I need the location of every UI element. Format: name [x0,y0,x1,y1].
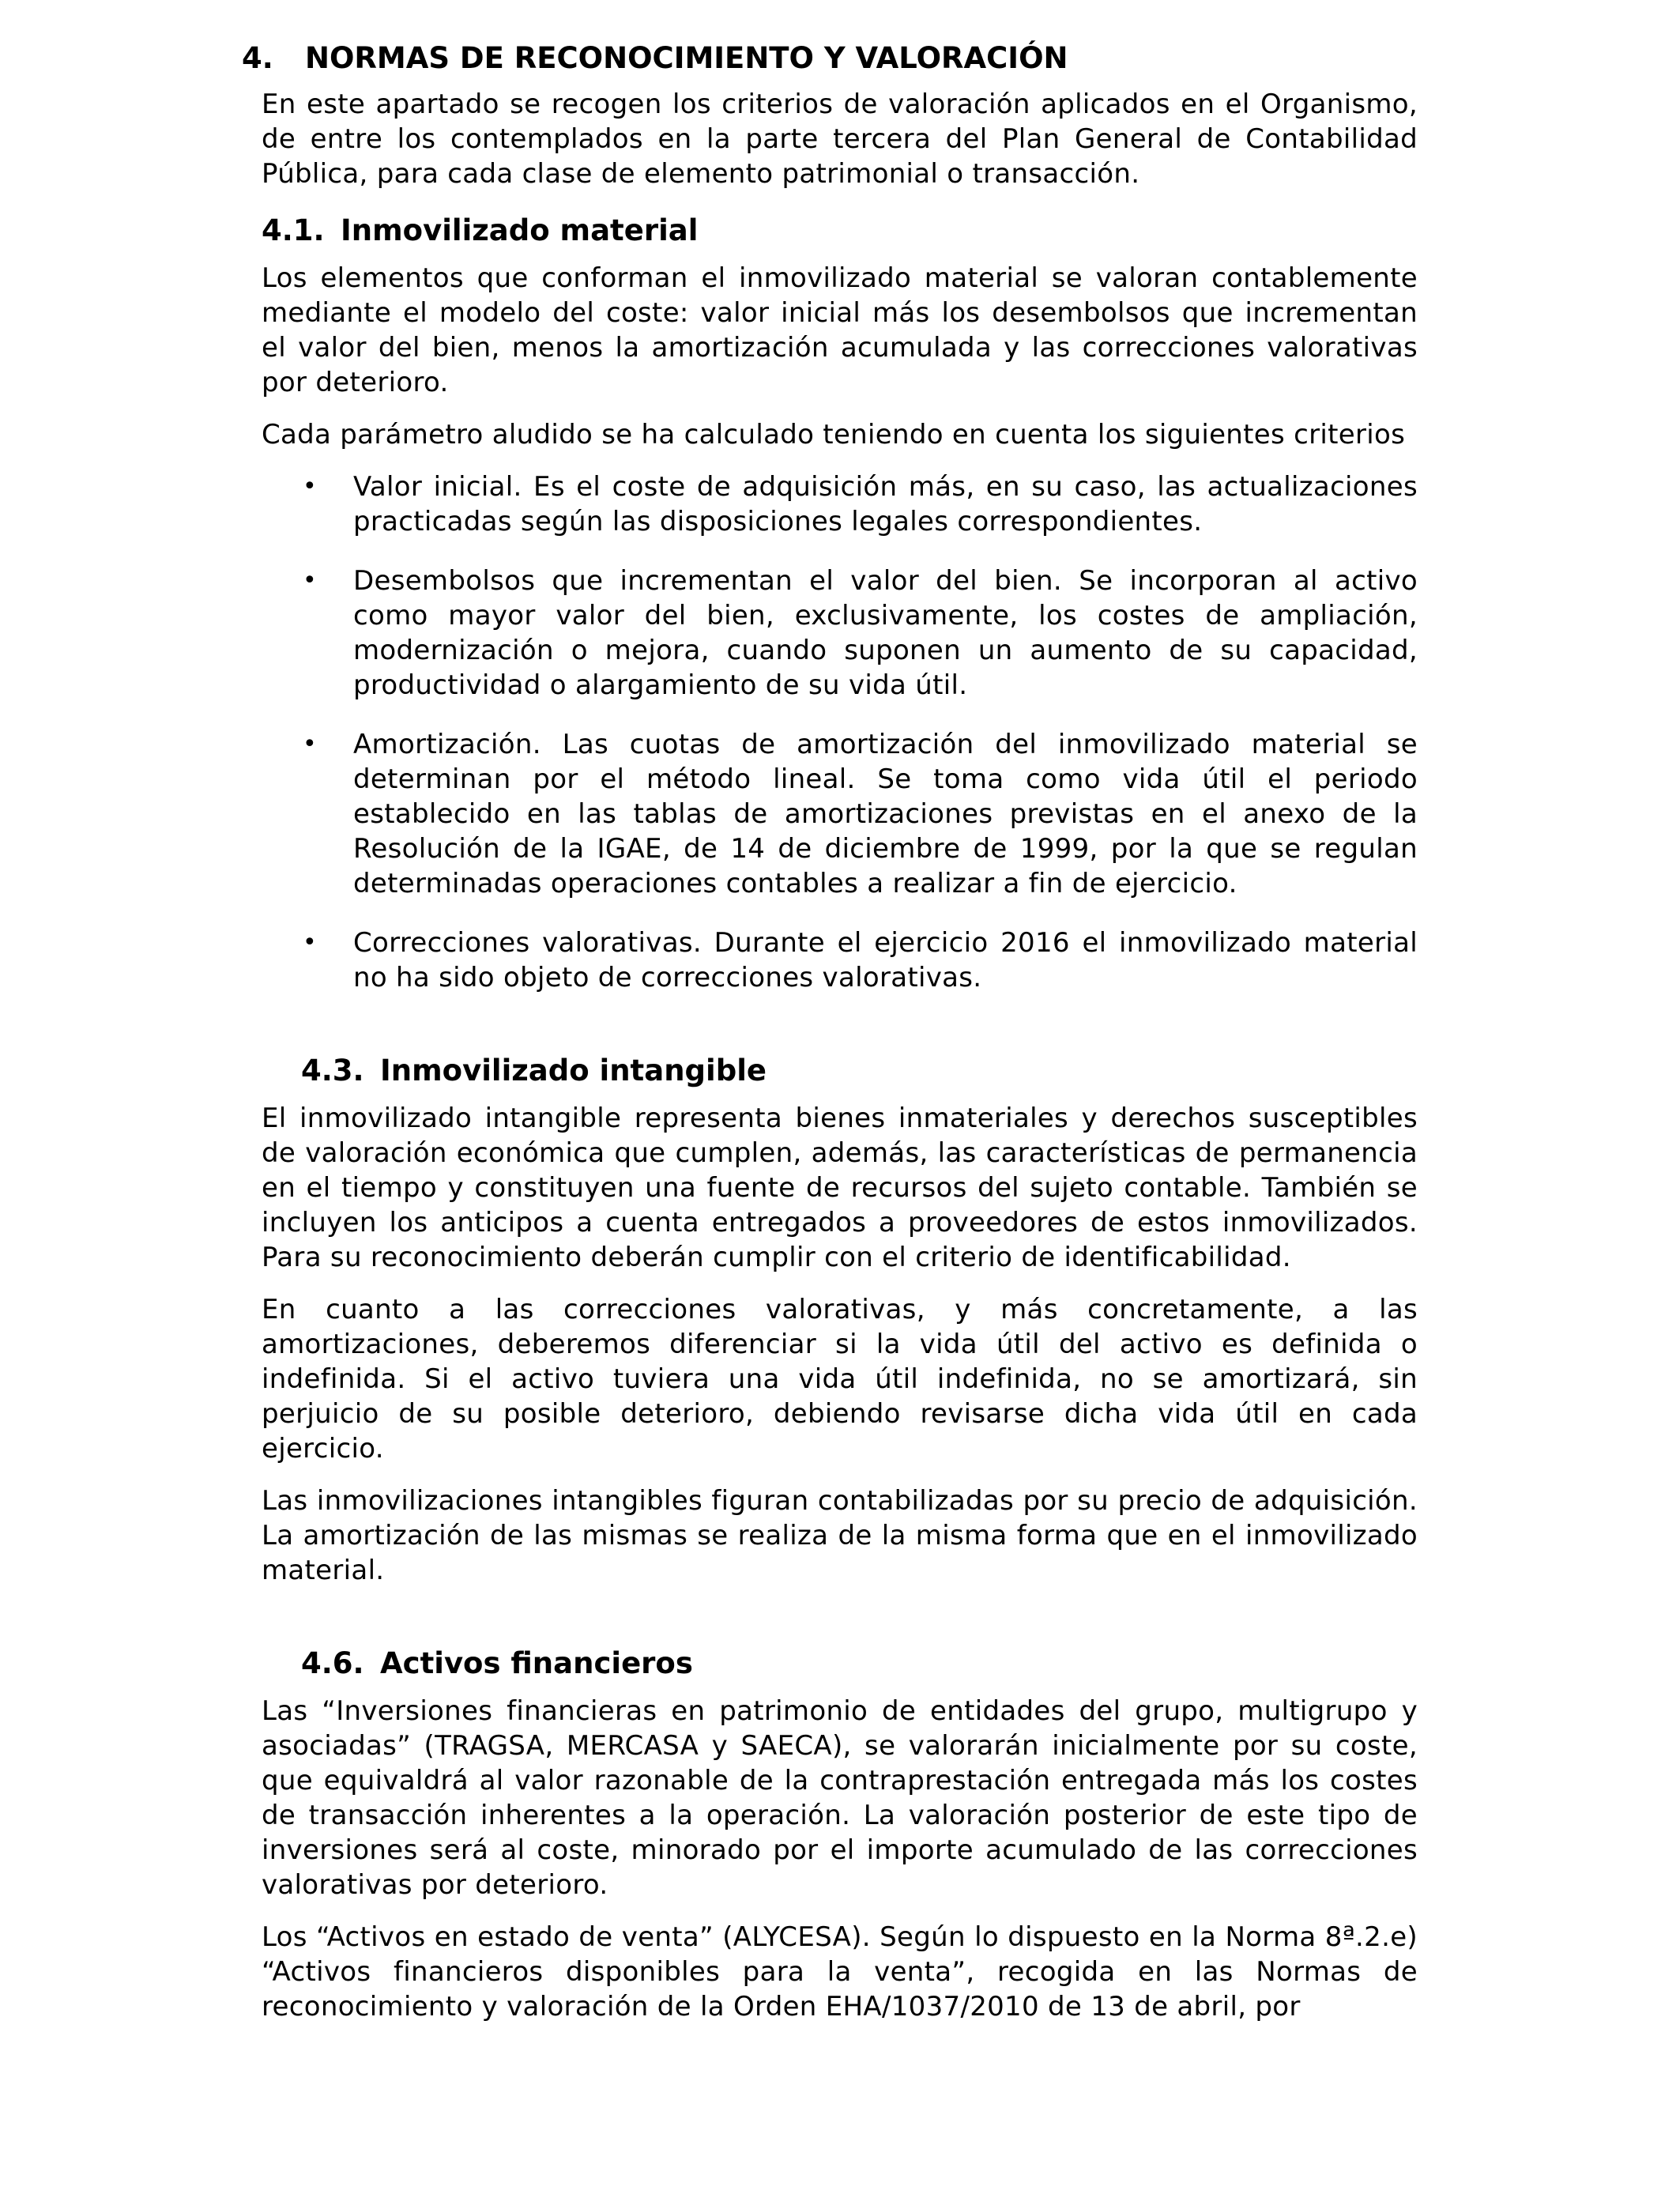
section-intro-paragraph: En este apartado se recogen los criterios de valoración aplicados en el Organismo, de entre los contemplados en la parte tercera del Plan General de Contabilidad Pública, para cada clase de elemento patrimonial o transacción. [262,89,1418,190]
list-item-text: Desembolsos que incrementan el valor del bien. Se incorporan al activo como mayor valor del bien, exclusivamente, los costes de ampliación, modernización o mejora, cuando suponen un aumento de su capacidad, productividad o alargamiento de su vida útil. [353,565,1418,701]
subsection-heading-4-6 [262,1642,1418,1686]
section-title: NORMAS DE RECONOCIMIENTO Y VALORACIÓN [305,41,1068,75]
subsection-number: 4.6. [301,1646,364,1680]
subsection-number: 4.3. [301,1054,364,1088]
subsection-number: 4.1. [262,213,325,247]
paragraph: En cuanto a las correcciones valorativas, y más concretamente, a las amortizaciones, deberemos diferenciar si la vida útil del activo es definida o indefinida. Si el activo tuviera una vida útil indefinida, no se amortizará, sin perjuicio de su posible deterioro, debiendo revisarse dicha vida útil en cada ejercicio. [262,1294,1418,1465]
list-item [262,925,1418,995]
paragraph: Los elementos que conforman el inmovilizado material se valoran contablemente mediante el modelo del coste: valor inicial más los desembolsos que incrementan el valor del bien, menos la amortización acumulada y las correcciones valorativas por deterioro. [262,262,1418,398]
paragraph: Los “Activos en estado de venta” (ALYCESA). Según lo dispuesto en la Norma 8ª.2.e) “Activos financieros disponibles para la venta”, recogida en las Normas de reconocimiento y valoración de la Orden EHA/1037/2010 de 13 de abril, por [262,1921,1418,2022]
list-item [262,469,1418,539]
subsection-heading-4-1 [262,209,1418,253]
subsection-title: Inmovilizado intangible [380,1054,767,1088]
paragraph: El inmovilizado intangible representa bienes inmateriales y derechos susceptibles de valoración económica que cumplen, además, las características de permanencia en el tiempo y constituyen una fuente de recursos del sujeto contable. También se incluyen los anticipos a cuenta entregados a proveedores de estos inmovilizados. Para su reconocimiento deberán cumplir con el criterio de identificabilidad. [262,1103,1418,1273]
subsection-title: Inmovilizado material [341,213,699,247]
criteria-list [262,469,1418,995]
bullet-icon: • [303,929,317,956]
paragraph: Cada parámetro aludido se ha calculado teniendo en cuenta los siguientes criterios [262,419,1406,450]
paragraph: Las “Inversiones financieras en patrimonio de entidades del grupo, multigrupo y asociadas” (TRAGSA, MERCASA y SAECA), se valorarán inicialmente por su coste, que equivaldrá al valor razonable de la contraprestación entregada más los costes de transacción inherentes a la operación. La valoración posterior de este tipo de inversiones será al coste, minorado por el importe acumulado de las correcciones valorativas por deterioro. [262,1695,1418,1901]
paragraph: Las inmovilizaciones intangibles figuran contabilizadas por su precio de adquisición. La amortización de las mismas se realiza de la misma forma que en el inmovilizado material. [262,1485,1418,1586]
subsection-heading-4-3 [262,1049,1418,1093]
list-item-text: Valor inicial. Es el coste de adquisición más, en su caso, las actualizaciones practicadas según las disposiciones legales correspondientes. [353,471,1418,537]
list-item-text: Amortización. Las cuotas de amortización del inmovilizado material se determinan por el método lineal. Se toma como vida útil el periodo establecido en las tablas de amortizaciones previstas en el anexo de la Resolución de la IGAE, de 14 de diciembre de 1999, por la que se regulan determinadas operaciones contables a realizar a fin de ejercicio. [353,729,1418,899]
bullet-icon: • [303,567,317,594]
subsection-title: Activos financieros [380,1646,693,1680]
bullet-icon: • [303,730,317,758]
list-item-text: Correcciones valorativas. Durante el ejercicio 2016 el inmovilizado material no ha sido objeto de correcciones valorativas. [353,927,1418,993]
list-item [262,727,1418,901]
list-item [262,564,1418,703]
document-page [242,36,1418,2041]
section-number: 4. [242,41,273,75]
section-heading [242,36,1418,81]
bullet-icon: • [303,473,317,500]
